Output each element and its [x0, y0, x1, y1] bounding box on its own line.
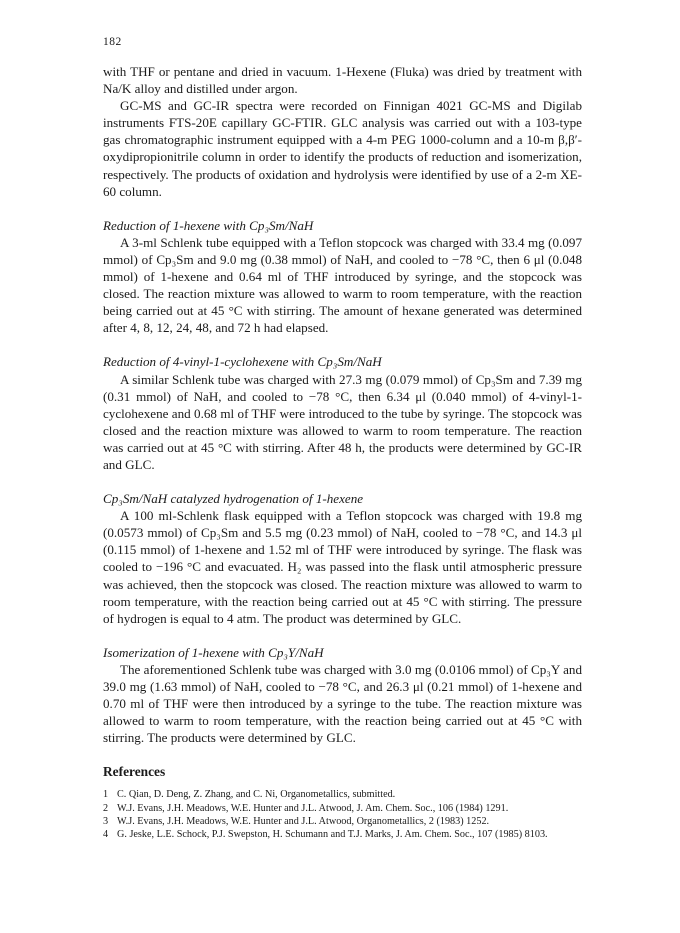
references-heading: References — [103, 764, 166, 780]
article-body — [103, 63, 582, 841]
section-paragraph: A similar Schlenk tube was charged with 27.3 mg (0.079 mmol) of Cp₃Sm and 7.39 mg (0.31 mmol) of NaH, and cooled to −78 °C, then 6.34 μl (0.040 mmol) of 4-vinyl-1-cyclohexene and 0.68 ml of THF were introduced to the tube by syringe. The stopcock was closed and the reaction mixture was allowed to warm to room temperature. The reaction was carried out at 45 °C with stirring. After 48 h, the products were determined by GC-IR and GLC. — [103, 371, 582, 472]
reference-number: 3 — [103, 815, 109, 827]
reference-text: C. Qian, D. Deng, Z. Zhang, and C. Ni, Organometallics, submitted. — [117, 789, 396, 801]
reference-item — [103, 828, 582, 841]
section-reduction-hexene — [103, 217, 582, 337]
section-paragraph: The aforementioned Schlenk tube was charged with 3.0 mg (0.0106 mmol) of Cp₃Y and 39.0 mg (1.63 mmol) of NaH, cooled to −78 °C, and 26.3 μl (0.21 mmol) of 1-hexene and 0.70 ml of THF were then introduced by a syringe to the tube. The reaction mixture was allowed to warm to room temperature, with the reaction being carried out at 45 °C with stirring. The products were determined by GLC. — [103, 661, 582, 746]
reference-number: 1 — [103, 789, 109, 801]
section-title: Reduction of 1-hexene with Cp₃Sm/NaH — [103, 217, 314, 233]
section-title: Isomerization of 1-hexene with Cp₃Y/NaH — [103, 644, 324, 660]
section-paragraph: A 3-ml Schlenk tube equipped with a Teflon stopcock was charged with 33.4 mg (0.097 mmol) of Cp₃Sm and 9.0 mg (0.38 mmol) of NaH, and cooled to −78 °C, then 6 μl (0.048 mmol) of 1-hexene and 0.64 ml of THF introduced by syringe, and the stopcock was closed. The reaction mixture was allowed to warm to room temperature, with the reaction being carried out at 45 °C with stirring. The amount of hexane generated was determined after 4, 8, 12, 24, 48, and 72 h had elapsed. — [103, 234, 582, 336]
reference-item — [103, 802, 582, 815]
section-paragraph: A 100 ml-Schlenk flask equipped with a Teflon stopcock was charged with 19.8 mg (0.0573 mmol) of Cp₃Sm and 5.5 mg (0.23 mmol) of NaH, cooled to −78 °C, and 14.3 μl (0.115 mmol) of 1-hexene and 1.52 ml of THF were introduced by syringe. The flask was cooled to −196 °C and evacuated. H₂ was passed into the flask until atmospheric pressure was achieved, then the stopcock was closed. The reaction mixture was allowed to warm to room temperature, with the reaction being carried out at 45 °C with stirring. The pressure of hydrogen is equal to 4 atm. The product was determined by GLC. — [103, 508, 582, 626]
section-hydrogenation — [103, 490, 582, 627]
reference-list — [103, 788, 582, 840]
section-title: Reduction of 4-vinyl-1-cyclohexene with Cp₃Sm/NaH — [103, 354, 382, 370]
section-isomerization — [103, 644, 582, 747]
reference-text: W.J. Evans, J.H. Meadows, W.E. Hunter and J.L. Atwood, Organometallics, 2 (1983) 1252. — [117, 815, 490, 827]
page-number: 182 — [103, 36, 122, 48]
reference-number: 2 — [103, 802, 109, 814]
reference-text: G. Jeske, L.E. Schock, P.J. Swepston, H. Schumann and T.J. Marks, J. Am. Chem. Soc., 107 (1985) 8103. — [117, 828, 548, 840]
reference-item — [103, 815, 582, 828]
reference-number: 4 — [103, 828, 109, 840]
section-reduction-vinylcyclohexene — [103, 353, 582, 473]
reference-text: W.J. Evans, J.H. Meadows, W.E. Hunter and J.L. Atwood, J. Am. Chem. Soc., 106 (1984) 1291. — [117, 802, 509, 814]
intro-paragraph: with THF or pentane and dried in vacuum. 1-Hexene (Fluka) was dried by treatment with Na/K alloy and distilled under argon. — [103, 64, 582, 97]
reference-item — [103, 788, 582, 801]
instrumentation-paragraph: GC-MS and GC-IR spectra were recorded on Finnigan 4021 GC-MS and Digilab instruments FTS-20E capillary GC-FTIR. GLC analysis was carried out with a 103-type gas chromatographic instrument equipped with a 4-m PEG 1000-column and a 10-m β,β′-oxydipropionitrile column in order to identify the products of reduction and isomerization, respectively. The products of oxidation and hydrolysis were identified by use of a 2-m XE-60 column. — [103, 98, 582, 199]
section-title: Cp₃Sm/NaH catalyzed hydrogenation of 1-hexene — [103, 491, 364, 507]
